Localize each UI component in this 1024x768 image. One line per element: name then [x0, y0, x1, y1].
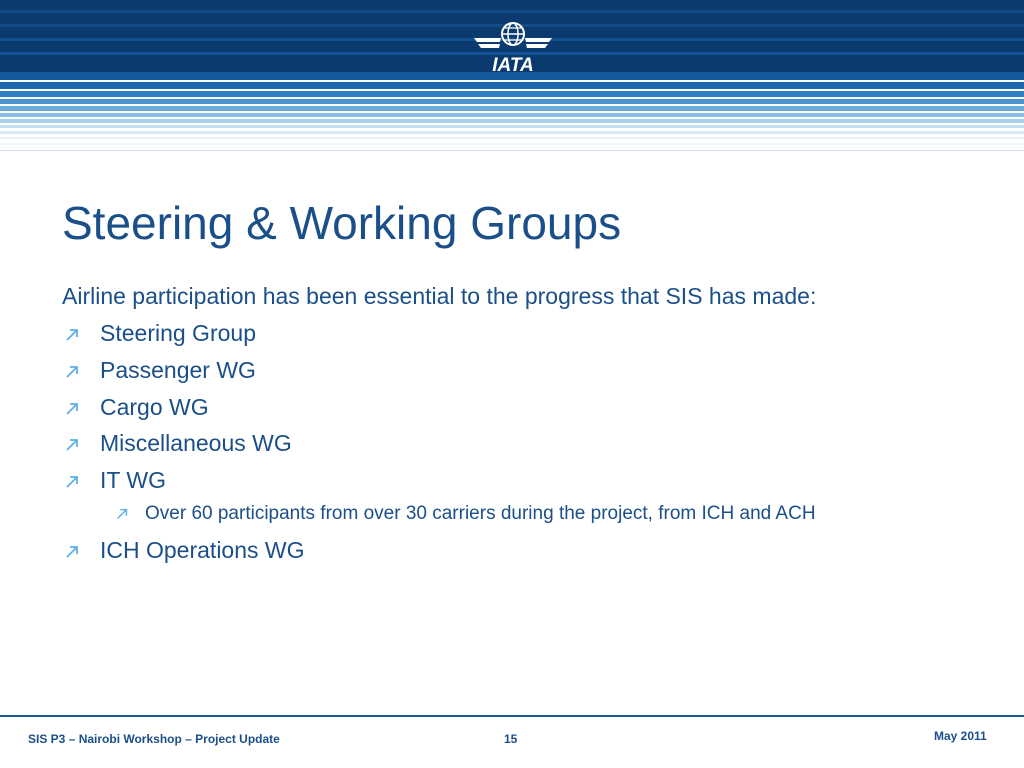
header-stripe	[0, 125, 1024, 128]
header-stripe	[0, 82, 1024, 89]
iata-logo	[474, 18, 552, 76]
bullet-text: Passenger WG	[100, 357, 256, 383]
footer-title: SIS P3 – Nairobi Workshop – Project Update	[28, 732, 280, 746]
arrow-bullet-icon	[115, 505, 129, 527]
header-stripe	[0, 113, 1024, 117]
arrow-bullet-icon	[64, 322, 80, 349]
arrow-bullet-icon	[64, 432, 80, 459]
arrow-bullet-icon	[64, 396, 80, 423]
bullet-ich-operations-wg	[100, 537, 305, 564]
page-number: 15	[504, 732, 518, 746]
header-stripe	[0, 119, 1024, 123]
header-stripe	[0, 131, 1024, 134]
bullet-text: ICH Operations WG	[100, 537, 305, 563]
bullet-text: Miscellaneous WG	[100, 430, 292, 456]
sub-bullet-participants	[145, 503, 816, 525]
bullet-text: Over 60 participants from over 30 carriers during the project, from ICH and ACH	[145, 503, 816, 524]
header-stripe	[0, 106, 1024, 111]
bullet-passenger-wg	[100, 357, 256, 384]
globe-icon	[502, 23, 524, 45]
header-banner	[0, 0, 1024, 155]
header-stripe	[0, 10, 1024, 13]
bullet-text: Steering Group	[100, 320, 256, 346]
footer-date: May 2011	[934, 729, 987, 743]
bullet-it-wg	[100, 467, 166, 494]
header-stripe	[0, 137, 1024, 139]
arrow-bullet-icon	[64, 359, 80, 386]
bullet-steering-group	[100, 320, 256, 347]
bullet-cargo-wg	[100, 394, 209, 421]
header-stripe	[0, 150, 1024, 151]
arrow-bullet-icon	[64, 539, 80, 566]
arrow-bullet-icon	[64, 469, 80, 496]
bullet-miscellaneous-wg	[100, 430, 292, 457]
header-stripe	[0, 91, 1024, 97]
logo-text: IATA	[492, 55, 534, 76]
footer-divider	[0, 715, 1024, 717]
slide-title: Steering & Working Groups	[62, 197, 622, 249]
intro-text: Airline participation has been essential to the progress that SIS has made:	[62, 283, 817, 309]
bullet-text: Cargo WG	[100, 394, 209, 420]
bullet-text: IT WG	[100, 467, 167, 493]
header-stripe	[0, 143, 1024, 145]
header-stripe	[0, 99, 1024, 104]
